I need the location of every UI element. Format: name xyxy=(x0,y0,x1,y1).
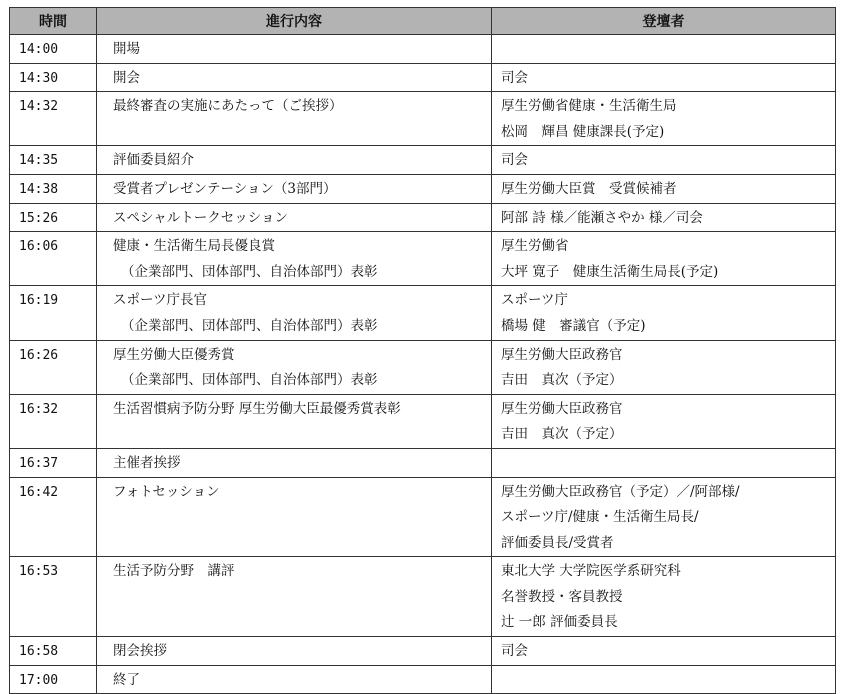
presenter-line: スポーツ庁 xyxy=(501,292,568,309)
time-cell: 14:30 xyxy=(10,63,97,92)
presenter-line: 厚生労働省 xyxy=(501,238,569,255)
time-cell: 16:42 xyxy=(10,477,97,557)
content-line: 厚生労働大臣優秀賞 xyxy=(113,346,235,363)
content-line: 最終審査の実施にあたって（ご挨拶） xyxy=(113,98,343,115)
content-cell xyxy=(97,232,492,286)
presenter-line: 松岡 輝昌 健康課長(予定) xyxy=(501,123,665,140)
presenter-cell xyxy=(492,92,836,146)
content-line: 評価委員紹介 xyxy=(113,152,194,169)
content-line: 終了 xyxy=(113,671,140,688)
table-row xyxy=(10,232,836,286)
content-line: 開会 xyxy=(113,69,140,86)
content-line: 主催者挨拶 xyxy=(113,454,181,471)
table-row xyxy=(10,63,836,92)
content-cell xyxy=(97,665,492,694)
content-line: スペシャルトークセッション xyxy=(113,209,288,226)
presenter-cell xyxy=(492,340,836,394)
content-line: 閉会挨拶 xyxy=(113,643,167,660)
presenter-cell xyxy=(492,286,836,340)
presenter-line: 厚生労働大臣政務官 xyxy=(501,400,623,417)
presenter-line: 厚生労働省健康・生活衛生局 xyxy=(501,98,677,115)
presenter-cell xyxy=(492,174,836,203)
content-line: 生活習慣病予防分野 厚生労働大臣最優秀賞表彰 xyxy=(113,400,401,417)
content-cell xyxy=(97,92,492,146)
presenter-cell xyxy=(492,394,836,448)
presenter-line: 厚生労働大臣賞 受賞候補者 xyxy=(501,180,677,197)
presenter-line: 吉田 真次（予定） xyxy=(501,372,623,389)
content-cell xyxy=(97,394,492,448)
content-cell xyxy=(97,637,492,666)
time-cell: 14:00 xyxy=(10,35,97,64)
content-cell xyxy=(97,174,492,203)
header-time: 時間 xyxy=(10,8,97,35)
content-cell xyxy=(97,35,492,64)
table-row xyxy=(10,92,836,146)
content-cell xyxy=(97,340,492,394)
table-row xyxy=(10,146,836,175)
time-cell: 16:26 xyxy=(10,340,97,394)
header-content: 進行内容 xyxy=(97,8,492,35)
table-row xyxy=(10,394,836,448)
presenter-cell xyxy=(492,637,836,666)
presenter-line: 阿部 詩 様／能瀬さやか 様／司会 xyxy=(501,209,703,226)
presenter-line: 司会 xyxy=(501,152,528,169)
content-line: 生活予防分野 講評 xyxy=(113,563,235,580)
table-row xyxy=(10,557,836,637)
table-row xyxy=(10,477,836,557)
presenter-line: 評価委員長/受賞者 xyxy=(501,534,614,551)
content-line: （企業部門、団体部門、自治体部門）表彰 xyxy=(121,317,378,334)
content-line: 健康・生活衛生局長優良賞 xyxy=(113,238,275,255)
content-cell xyxy=(97,557,492,637)
content-cell xyxy=(97,203,492,232)
presenter-cell xyxy=(492,477,836,557)
presenter-cell xyxy=(492,665,836,694)
time-cell: 16:53 xyxy=(10,557,97,637)
time-cell: 17:00 xyxy=(10,665,97,694)
table-row xyxy=(10,448,836,477)
time-cell: 14:38 xyxy=(10,174,97,203)
table-row xyxy=(10,35,836,64)
presenter-line: 厚生労働大臣政務官（予定）／/阿部様/ xyxy=(501,483,740,500)
table-row xyxy=(10,174,836,203)
presenter-line: 辻 一郎 評価委員長 xyxy=(501,614,618,631)
table-row xyxy=(10,203,836,232)
table-row xyxy=(10,637,836,666)
presenter-line: 大坪 寛子 健康生活衛生局長(予定) xyxy=(501,263,719,280)
presenter-cell xyxy=(492,146,836,175)
content-cell xyxy=(97,477,492,557)
time-cell: 16:37 xyxy=(10,448,97,477)
time-cell: 15:26 xyxy=(10,203,97,232)
header-row xyxy=(10,8,836,35)
content-cell xyxy=(97,448,492,477)
presenter-line: 司会 xyxy=(501,69,528,86)
presenter-line: 東北大学 大学院医学系研究科 xyxy=(501,563,681,580)
presenter-cell xyxy=(492,203,836,232)
content-line: （企業部門、団体部門、自治体部門）表彰 xyxy=(121,372,378,389)
time-cell: 16:58 xyxy=(10,637,97,666)
presenter-cell xyxy=(492,557,836,637)
content-line: （企業部門、団体部門、自治体部門）表彰 xyxy=(121,263,378,280)
header-presenter: 登壇者 xyxy=(492,8,836,35)
time-cell: 16:32 xyxy=(10,394,97,448)
presenter-line: 橋場 健 審議官（予定) xyxy=(501,317,646,334)
table-row xyxy=(10,665,836,694)
presenter-line: スポーツ庁/健康・生活衛生局長/ xyxy=(501,509,699,526)
content-cell xyxy=(97,286,492,340)
presenter-line: 司会 xyxy=(501,643,528,660)
table-row xyxy=(10,340,836,394)
presenter-line: 厚生労働大臣政務官 xyxy=(501,346,623,363)
time-cell: 16:19 xyxy=(10,286,97,340)
time-cell: 16:06 xyxy=(10,232,97,286)
time-cell: 14:35 xyxy=(10,146,97,175)
presenter-line: 名誉教授・客員教授 xyxy=(501,588,623,605)
schedule-body xyxy=(10,35,836,694)
content-line: フォトセッション xyxy=(113,483,220,500)
schedule-table xyxy=(9,7,836,694)
content-line: 開場 xyxy=(113,41,140,57)
presenter-cell xyxy=(492,35,836,64)
presenter-cell xyxy=(492,232,836,286)
content-line: スポーツ庁長官 xyxy=(113,292,207,309)
content-cell xyxy=(97,63,492,92)
presenter-cell xyxy=(492,448,836,477)
content-line: 受賞者プレゼンテーション（3部門） xyxy=(113,180,337,197)
presenter-line: 吉田 真次（予定） xyxy=(501,426,623,443)
time-cell: 14:32 xyxy=(10,92,97,146)
content-cell xyxy=(97,146,492,175)
table-row xyxy=(10,286,836,340)
presenter-cell xyxy=(492,63,836,92)
